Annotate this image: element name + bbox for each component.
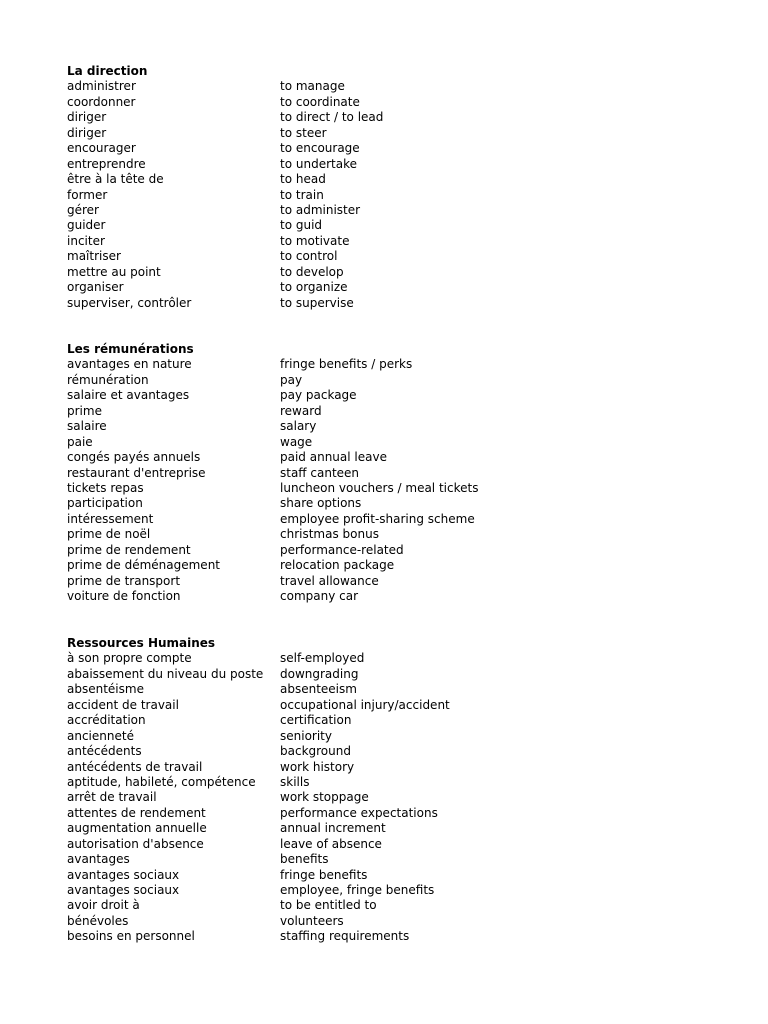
english-term: to head (280, 172, 326, 187)
english-term: to control (280, 249, 338, 264)
french-term: autorisation d'absence (67, 836, 204, 851)
english-term: to motivate (280, 233, 350, 248)
glossary-row (67, 883, 707, 898)
english-term: volunteers (280, 913, 344, 928)
english-term: pay (280, 372, 303, 387)
glossary-row (67, 172, 707, 187)
english-term: to supervise (280, 295, 354, 310)
glossary-row (67, 466, 707, 481)
glossary-row (67, 373, 707, 388)
glossary-row (67, 280, 707, 295)
glossary-row (67, 296, 707, 311)
glossary-row (67, 141, 707, 156)
glossary-row (67, 188, 707, 203)
glossary-row (67, 527, 707, 542)
english-term: to develop (280, 264, 344, 279)
english-term: seniority (280, 728, 332, 743)
french-term: guider (67, 218, 106, 233)
english-term: reward (280, 403, 322, 418)
glossary-row (67, 79, 707, 94)
english-term: to encourage (280, 141, 360, 156)
section-la-direction (67, 64, 707, 311)
english-term: self-employed (280, 651, 365, 666)
english-term: fringe benefits (280, 867, 368, 882)
english-term: staff canteen (280, 465, 360, 480)
glossary-row (67, 837, 707, 852)
french-term: salaire et avantages (67, 388, 190, 403)
french-term: restaurant d'entreprise (67, 465, 206, 480)
glossary-row (67, 543, 707, 558)
english-term: paid annual leave (280, 450, 387, 465)
english-term: work history (280, 759, 355, 774)
french-term: accréditation (67, 713, 146, 728)
section-ressources-humaines (67, 636, 707, 945)
glossary-row (67, 929, 707, 944)
glossary-row (67, 558, 707, 573)
glossary-row (67, 157, 707, 172)
glossary-row (67, 404, 707, 419)
glossary-row (67, 419, 707, 434)
french-term: antécédents (67, 744, 142, 759)
french-term: abaissement du niveau du poste (67, 666, 264, 681)
french-term: participation (67, 496, 143, 511)
french-term: entreprendre (67, 156, 146, 171)
french-term: avantages (67, 852, 130, 867)
french-term: diriger (67, 110, 107, 125)
glossary-row (67, 357, 707, 372)
glossary-row (67, 496, 707, 511)
french-term: attentes de rendement (67, 805, 206, 820)
english-term: to organize (280, 280, 348, 295)
glossary-row (67, 589, 707, 604)
english-term: to be entitled to (280, 898, 377, 913)
english-term: employee, fringe benefits (280, 883, 435, 897)
french-term: mettre au point (67, 264, 161, 279)
french-term: congés payés annuels (67, 450, 201, 465)
french-term: augmentation annuelle (67, 821, 207, 836)
glossary-row (67, 110, 707, 125)
section-title: Ressources Humaines (67, 636, 216, 650)
english-term: to direct / to lead (280, 110, 384, 125)
english-term: to steer (280, 125, 327, 140)
french-term: prime (67, 403, 102, 418)
glossary-row (67, 698, 707, 713)
english-term: pay package (280, 388, 357, 403)
english-term: certification (280, 713, 352, 728)
english-term: wage (280, 434, 313, 449)
glossary-row (67, 265, 707, 280)
french-term: bénévoles (67, 913, 129, 928)
glossary-row (67, 775, 707, 790)
english-term: employee profit-sharing scheme (280, 511, 475, 526)
french-term: superviser, contrôler (67, 295, 192, 310)
glossary-row (67, 821, 707, 836)
section-title: Les rémunérations (67, 342, 194, 356)
french-term: avantages en nature (67, 357, 192, 372)
glossary-row (67, 450, 707, 465)
french-term: avoir droit à (67, 898, 140, 913)
glossary-row (67, 806, 707, 821)
english-term: company car (280, 589, 359, 603)
glossary-row (67, 852, 707, 867)
glossary-row (67, 234, 707, 249)
english-term: christmas bonus (280, 527, 379, 542)
glossary-row (67, 126, 707, 141)
english-term: to coordinate (280, 94, 360, 109)
glossary-row (67, 914, 707, 929)
french-term: absentéisme (67, 682, 144, 697)
french-term: arrêt de travail (67, 790, 157, 805)
glossary-row (67, 481, 707, 496)
french-term: organiser (67, 280, 124, 295)
french-term: prime de rendement (67, 542, 191, 557)
section-title: La direction (67, 64, 148, 78)
glossary-row (67, 95, 707, 110)
english-term: leave of absence (280, 836, 382, 851)
french-term: salaire (67, 419, 107, 434)
glossary-row (67, 898, 707, 913)
english-term: share options (280, 496, 362, 511)
english-term: to manage (280, 79, 345, 94)
english-term: performance-related (280, 542, 404, 557)
french-term: accident de travail (67, 697, 179, 712)
english-term: downgrading (280, 666, 359, 681)
english-term: skills (280, 774, 310, 789)
french-term: gérer (67, 202, 99, 217)
english-term: annual increment (280, 821, 386, 836)
glossary-row (67, 790, 707, 805)
french-term: diriger (67, 125, 107, 140)
section-les-remunerations (67, 342, 707, 604)
french-term: rémunération (67, 372, 149, 387)
english-term: background (280, 744, 351, 759)
english-term: fringe benefits / perks (280, 357, 413, 372)
french-term: tickets repas (67, 480, 144, 495)
french-term: être à la tête de (67, 172, 164, 187)
french-term: besoins en personnel (67, 929, 195, 944)
glossary-row (67, 760, 707, 775)
english-term: occupational injury/accident (280, 697, 450, 712)
french-term: former (67, 187, 108, 202)
english-term: work stoppage (280, 790, 369, 805)
french-term: administrer (67, 79, 136, 94)
french-term: prime de déménagement (67, 558, 220, 573)
english-term: relocation package (280, 558, 395, 573)
french-term: prime de transport (67, 573, 181, 588)
english-term: performance expectations (280, 805, 438, 820)
english-term: benefits (280, 852, 329, 867)
glossary-row (67, 868, 707, 883)
english-term: to train (280, 187, 324, 202)
glossary-row (67, 651, 707, 666)
french-term: avantages sociaux (67, 883, 180, 897)
glossary-row (67, 203, 707, 218)
glossary-row (67, 729, 707, 744)
english-term: to undertake (280, 156, 357, 171)
glossary-row (67, 435, 707, 450)
glossary-row (67, 249, 707, 264)
english-term: salary (280, 419, 317, 434)
english-term: staffing requirements (280, 929, 410, 944)
french-term: ancienneté (67, 728, 134, 743)
glossary-row (67, 512, 707, 527)
glossary-row (67, 682, 707, 697)
french-term: maîtriser (67, 249, 121, 264)
french-term: coordonner (67, 94, 136, 109)
french-term: antécédents de travail (67, 759, 203, 774)
french-term: intéressement (67, 511, 154, 526)
english-term: travel allowance (280, 573, 379, 588)
glossary-row (67, 574, 707, 589)
glossary-row (67, 744, 707, 759)
french-term: voiture de fonction (67, 589, 181, 603)
english-term: to administer (280, 202, 361, 217)
french-term: à son propre compte (67, 651, 192, 666)
french-term: paie (67, 434, 93, 449)
french-term: inciter (67, 233, 105, 248)
french-term: aptitude, habileté, compétence (67, 774, 256, 789)
english-term: to guid (280, 218, 323, 233)
french-term: avantages sociaux (67, 867, 180, 882)
french-term: encourager (67, 141, 136, 156)
glossary-row (67, 218, 707, 233)
english-term: absenteeism (280, 682, 357, 697)
french-term: prime de noël (67, 527, 151, 542)
glossary-row (67, 713, 707, 728)
glossary-row (67, 667, 707, 682)
english-term: luncheon vouchers / meal tickets (280, 480, 479, 495)
glossary-row (67, 388, 707, 403)
